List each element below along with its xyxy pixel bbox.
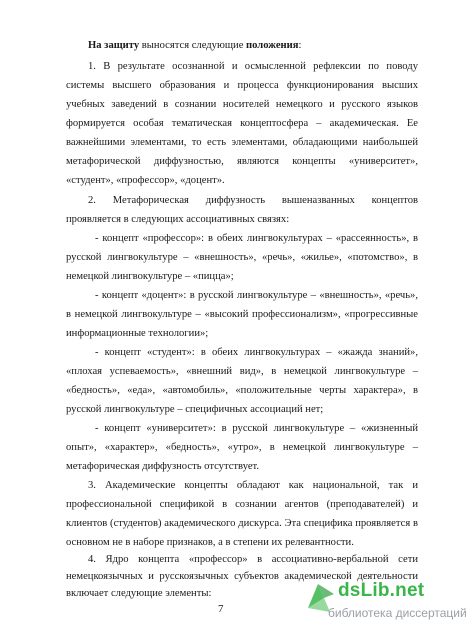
heading-middle: выносятся следующие [139,40,247,51]
text-line: «плохая успеваемость», «внешний вид», в немецкой лингвокультуре – [66,366,418,377]
text-line: информационные технологии»; [66,328,209,339]
positions-heading [88,40,418,52]
text-line: основном не в наборе признаков, а в степени их релевантности. [66,537,354,548]
text-line: формируется особая тематическая концептосфера – академическая. Ее [66,118,418,129]
heading-tail: : [298,40,302,51]
text-line: системы высшего образования и процесса функционирования высших [66,80,418,91]
text-line: русской лингвокультуре – специфичных ассоциаций нет; [66,404,324,415]
text-line: профессиональной спецификой в сознании агентов (преподавателей) и [66,499,418,510]
watermark-brand: dsLib.net [338,580,425,601]
text-line: учебных заведений в сознании носителей немецкого и русского языков [66,99,418,110]
dslib-watermark [300,578,467,628]
text-line: клиентов (студентов) академического дискурса. Эта специфика проявляется в [66,518,418,529]
text-line: русской лингвокультуре – «внешность», «речь», «жилье», «потомство», в [66,252,418,263]
text-line: опыт», «характер», «бедность», «утро», в немецкой лингвокультуре – [66,442,418,453]
text-line: 2. Метафорическая диффузность вышеназванных концептов [88,195,418,206]
text-line: немецкой лингвокультуре – «пицца»; [66,271,234,282]
page-number: 7 [218,603,224,615]
list-item: - концепт «профессор»: в обеих лингвокультурах – «рассеянность», в [95,233,418,244]
list-item: - концепт «студент»: в обеих лингвокультурах – «жажда знаний», [95,347,418,358]
heading-lead: На защиту [88,40,140,51]
list-item: - концепт «университет»: в русской лингвокультуре – «жизненный [95,423,418,434]
text-line: включает следующие элементы: [66,588,212,599]
text-line: важнейшими элементами, то есть элементами, обладающими наибольшей [66,137,418,148]
text-line: «студент», «профессор», «доцент». [66,175,225,186]
text-line: в немецкой лингвокультуре – «высокий профессионализм», «прогрессивные [66,309,418,320]
heading-bold-end: положения [246,40,299,51]
text-line: метафорической диффузностью, являются концепты «университет», [66,156,418,167]
text-line: «бедность», «еда», «автомобиль», «положительные черты характера», в [66,385,418,396]
text-line: 3. Академические концепты обладают как национальной, так и [88,480,418,491]
text-line: немецкоязычных и русскоязычных субъектов академической деятельности [66,571,418,582]
text-line: 4. Ядро концепта «профессор» в ассоциативно-вербальной сети [88,554,418,565]
watermark-subtitle: библиотека диссертаций [328,606,467,620]
text-line: 1. В результате осознанной и осмысленной рефлексии по поводу [88,61,418,72]
text-line: метафорическая диффузность отсутствует. [66,461,260,472]
list-item: - концепт «доцент»: в русской лингвокультуре – «внешность», «речь», [95,290,418,301]
text-line: проявляется в следующих ассоциативных связях: [66,214,290,225]
